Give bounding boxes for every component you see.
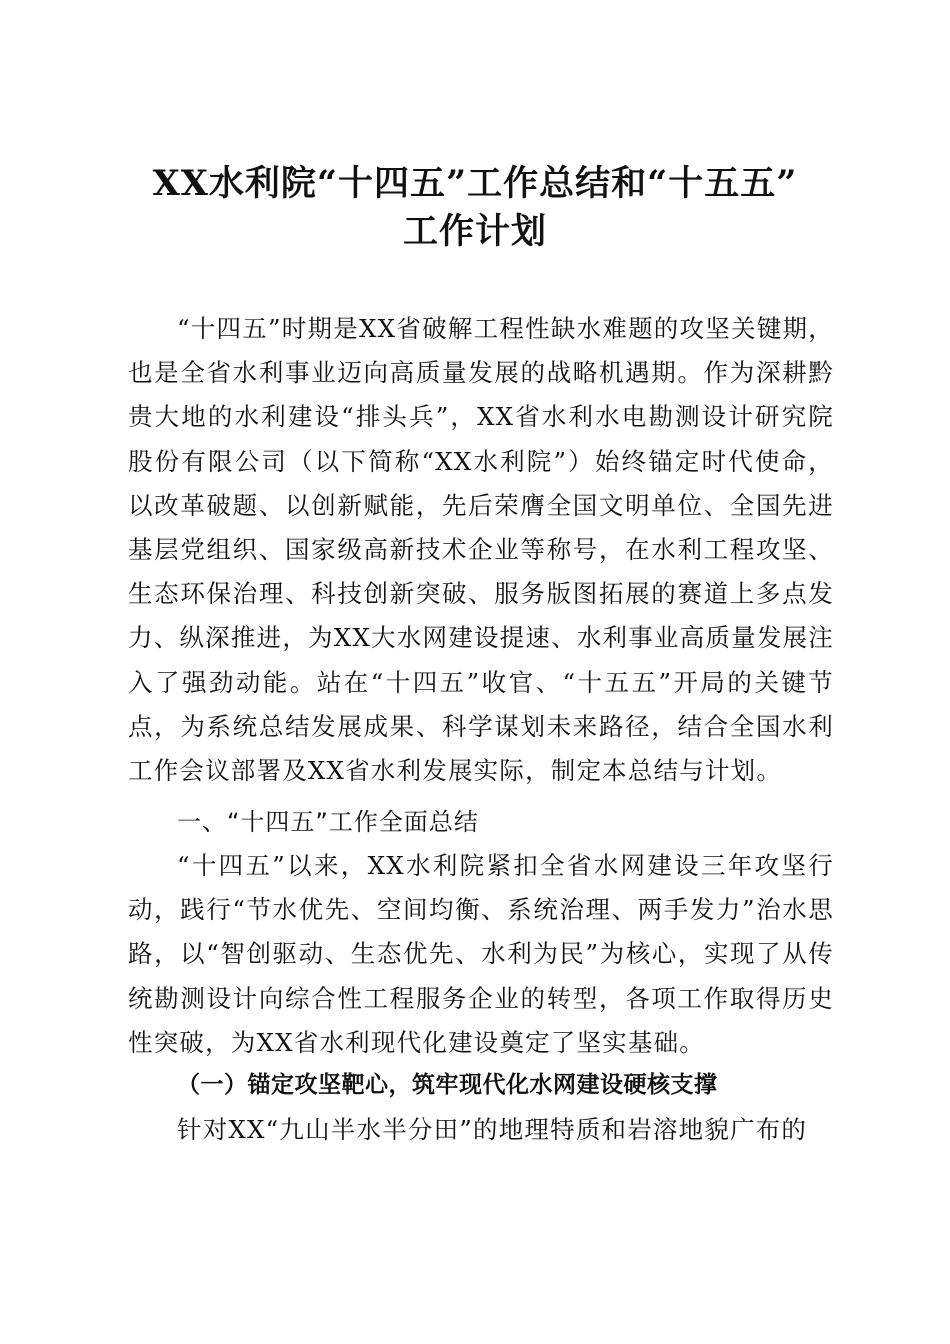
document-title — [100, 160, 850, 256]
section-heading-1: 一、“十四五”工作全面总结 — [177, 808, 479, 836]
subsection-paragraph: 针对XX“九山半水半分田”的地理特质和岩溶地貌广布的 — [177, 1115, 808, 1144]
intro-paragraph: “十四五”时期是XX省破解工程性缺水难题的攻坚关键期，也是全省水利事业迈向高质量发展的战略机遇期。作为深耕黔贵大地的水利建设“排头兵”，XX省水利水电勘测设计研究院股份有限公司（以下简称“XX水利院”）始终锚定时代使命，以改革破题、以创新赋能，先后荣膺全国文明单位、全国先进基层党组织、国家级高新技术企业等称号，在水利工程攻坚、生态环保治理、科技创新突破、服务版图拓展的赛道上多点发力、纵深推进，为XX大水网建设提速、水利事业高质量发展注入了强劲动能。站在“十四五”收官、“十五五”开局的关键节点，为系统总结发展成果、科学谋划未来路径，结合全国水利工作会议部署及XX省水利发展实际，制定本总结与计划。 — [128, 314, 834, 786]
subsection-heading-1: （一）锚定攻坚靶心，筑牢现代化水网建设硬核支撑 — [177, 1071, 718, 1098]
summary-paragraph: “十四五”以来，XX水利院紧扣全省水网建设三年攻坚行动，践行“节水优先、空间均衡、系统治理、两手发力”治水思路，以“智创驱动、生态优先、水利为民”为核心，实现了从传统勘测设计向综合性工程服务企业的转型，各项工作取得历史性突破，为XX省水利现代化建设奠定了坚实基础。 — [128, 851, 834, 1057]
title-line-1: XX水利院“十四五”工作总结和“十五五” — [152, 163, 798, 204]
title-line-2: 工作计划 — [402, 211, 547, 252]
